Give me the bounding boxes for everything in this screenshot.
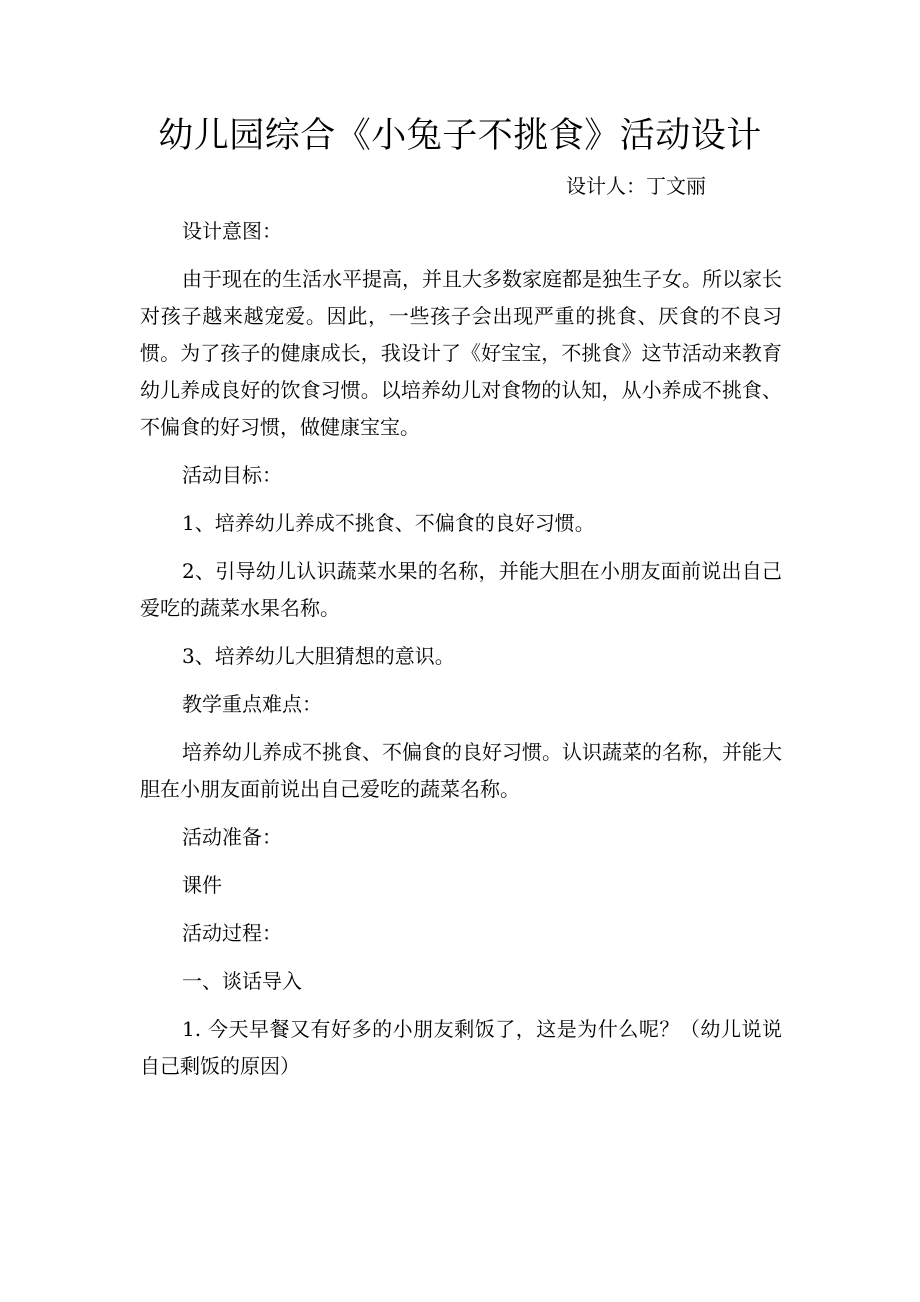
preparation-item: 课件 <box>182 873 222 897</box>
goal-item-2: 2、引导幼儿认识蔬菜水果的名称，并能大胆在小朋友面前说出自己爱吃的蔬菜水果名称。 <box>140 559 782 620</box>
process-section-1: 一、谈话导入 <box>182 969 302 993</box>
heading-key-points: 教学重点难点： <box>182 692 322 716</box>
paragraph-design-intent: 由于现在的生活水平提高，并且大多数家庭都是独生子女。所以家长对孩子越来越宠爱。因此，一些孩子会出现严重的挑食、厌食的不良习惯。为了孩子的健康成长，我设计了《好宝宝，不挑食》这节活动来教育幼儿养成良好的饮食习惯。以培养幼儿对食物的认知，从小养成不挑食、不偏食的好习惯，做健康宝宝。 <box>140 267 782 439</box>
process-step-1: 1. 今天早餐又有好多的小朋友剩饭了，这是为什么呢？（幼儿说说自己剩饭的原因） <box>140 1017 782 1078</box>
heading-activity-goals: 活动目标： <box>182 463 282 487</box>
heading-design-intent: 设计意图： <box>182 219 282 243</box>
document-title: 幼儿园综合《小兔子不挑食》活动设计 <box>158 116 762 156</box>
heading-preparation: 活动准备： <box>182 825 282 849</box>
heading-process: 活动过程： <box>182 921 282 945</box>
goal-item-1: 1、培养幼儿养成不挑食、不偏食的良好习惯。 <box>182 511 595 535</box>
paragraph-key-points: 培养幼儿养成不挑食、不偏食的良好习惯。认识蔬菜的名称，并能大胆在小朋友面前说出自己爱吃的蔬菜名称。 <box>140 740 782 801</box>
goal-item-3: 3、培养幼儿大胆猜想的意识。 <box>182 644 455 668</box>
author-line: 设计人：丁文丽 <box>566 174 706 198</box>
document-body <box>140 213 782 1096</box>
